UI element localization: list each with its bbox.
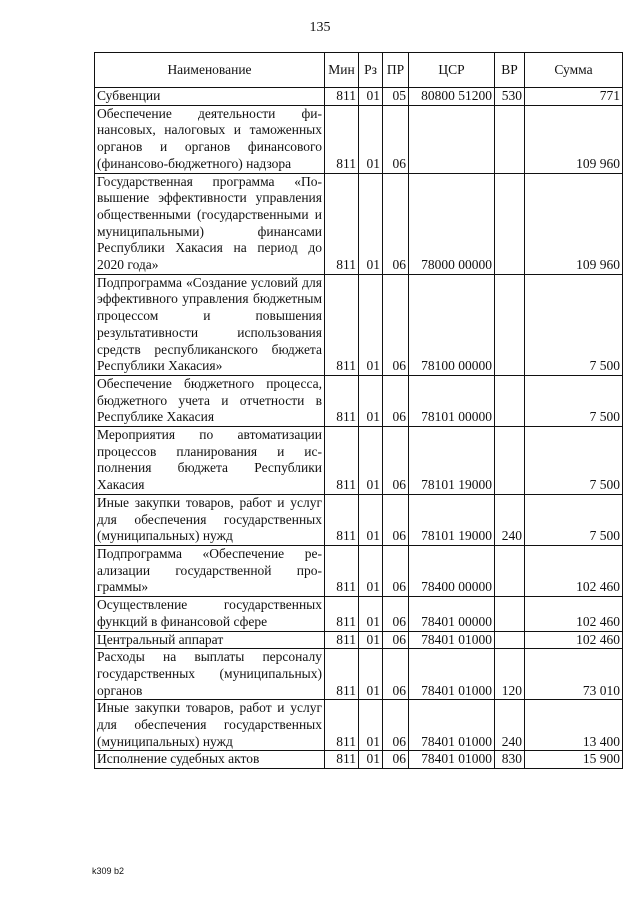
cell-rz: 01 [359, 274, 383, 375]
cell-min: 811 [325, 173, 359, 274]
header-name: Наименование [95, 53, 325, 88]
header-rz: Рз [359, 53, 383, 88]
table-row [95, 700, 623, 751]
table-row [95, 88, 623, 106]
cell-csr: 78401 00000 [409, 597, 495, 631]
cell-sum: 7 500 [525, 427, 623, 495]
cell-pr: 06 [383, 597, 409, 631]
cell-name: Иные закупки товаров, работ и услуг для обеспечения государственных (муниципальных) нужд [95, 700, 325, 751]
table-row [95, 545, 623, 596]
table-header-row [95, 53, 623, 88]
cell-csr: 78100 00000 [409, 274, 495, 375]
table-row [95, 375, 623, 426]
cell-min: 811 [325, 375, 359, 426]
table-row [95, 105, 623, 173]
cell-vr [495, 173, 525, 274]
table-row [95, 494, 623, 545]
cell-name: Государственная программа «Повышение эффективности управления общественными (государственными и муниципальными) финансами Республики Хакасия на период до 2020 года» [95, 173, 325, 274]
cell-vr [495, 105, 525, 173]
cell-rz: 01 [359, 494, 383, 545]
cell-csr: 78400 00000 [409, 545, 495, 596]
cell-csr: 80800 51200 [409, 88, 495, 106]
cell-pr: 06 [383, 375, 409, 426]
cell-pr: 06 [383, 631, 409, 649]
cell-vr: 530 [495, 88, 525, 106]
cell-csr: 78401 01000 [409, 649, 495, 700]
cell-sum: 102 460 [525, 545, 623, 596]
cell-rz: 01 [359, 88, 383, 106]
cell-name: Расходы на выплаты персоналу государственных (муниципальных) органов [95, 649, 325, 700]
cell-min: 811 [325, 597, 359, 631]
cell-name: Мероприятия по автоматизации процессов планирования и исполнения бюджета Республики Хакасия [95, 427, 325, 495]
cell-sum: 7 500 [525, 274, 623, 375]
budget-table [94, 52, 623, 769]
header-sum: Сумма [525, 53, 623, 88]
cell-min: 811 [325, 494, 359, 545]
header-csr: ЦСР [409, 53, 495, 88]
page-number: 135 [309, 20, 331, 35]
cell-pr: 06 [383, 173, 409, 274]
header-min: Мин [325, 53, 359, 88]
cell-csr: 78401 01000 [409, 631, 495, 649]
cell-pr: 06 [383, 274, 409, 375]
table-row [95, 173, 623, 274]
cell-pr: 06 [383, 751, 409, 769]
cell-pr: 06 [383, 649, 409, 700]
cell-csr: 78401 01000 [409, 751, 495, 769]
cell-min: 811 [325, 700, 359, 751]
cell-min: 811 [325, 751, 359, 769]
cell-csr [409, 105, 495, 173]
cell-vr [495, 375, 525, 426]
cell-rz: 01 [359, 700, 383, 751]
cell-pr: 06 [383, 545, 409, 596]
cell-vr [495, 427, 525, 495]
table-row [95, 597, 623, 631]
cell-name: Подпрограмма «Создание условий для эффективного управления бюджетным процессом и повышения результативности использования средств республиканского бюджета Республики Хакасия» [95, 274, 325, 375]
cell-pr: 06 [383, 700, 409, 751]
cell-rz: 01 [359, 631, 383, 649]
cell-vr [495, 545, 525, 596]
table-row [95, 427, 623, 495]
cell-sum: 109 960 [525, 105, 623, 173]
cell-vr: 240 [495, 700, 525, 751]
cell-csr: 78000 00000 [409, 173, 495, 274]
cell-rz: 01 [359, 173, 383, 274]
cell-vr [495, 274, 525, 375]
table-row [95, 649, 623, 700]
table-row [95, 631, 623, 649]
cell-name: Субвенции [95, 88, 325, 106]
cell-sum: 771 [525, 88, 623, 106]
cell-csr: 78101 19000 [409, 427, 495, 495]
cell-name: Подпрограмма «Обеспечение реализации государственной программы» [95, 545, 325, 596]
cell-sum: 13 400 [525, 700, 623, 751]
cell-sum: 102 460 [525, 631, 623, 649]
cell-min: 811 [325, 631, 359, 649]
table-row [95, 751, 623, 769]
cell-sum: 15 900 [525, 751, 623, 769]
cell-min: 811 [325, 545, 359, 596]
footer-code: k309 b2 [92, 866, 125, 876]
cell-vr: 120 [495, 649, 525, 700]
cell-name: Иные закупки товаров, работ и услуг для обеспечения государственных (муниципальных) нужд [95, 494, 325, 545]
cell-pr: 05 [383, 88, 409, 106]
cell-min: 811 [325, 105, 359, 173]
cell-pr: 06 [383, 494, 409, 545]
header-vr: ВР [495, 53, 525, 88]
cell-min: 811 [325, 649, 359, 700]
cell-name: Осуществление государственных функций в финансовой сфере [95, 597, 325, 631]
cell-csr: 78101 00000 [409, 375, 495, 426]
cell-csr: 78401 01000 [409, 700, 495, 751]
cell-min: 811 [325, 274, 359, 375]
cell-name: Центральный аппарат [95, 631, 325, 649]
cell-csr: 78101 19000 [409, 494, 495, 545]
cell-vr [495, 597, 525, 631]
cell-min: 811 [325, 427, 359, 495]
cell-pr: 06 [383, 105, 409, 173]
cell-rz: 01 [359, 427, 383, 495]
cell-rz: 01 [359, 751, 383, 769]
header-pr: ПР [383, 53, 409, 88]
cell-vr: 830 [495, 751, 525, 769]
cell-pr: 06 [383, 427, 409, 495]
cell-sum: 7 500 [525, 494, 623, 545]
cell-rz: 01 [359, 105, 383, 173]
table-row [95, 274, 623, 375]
cell-sum: 73 010 [525, 649, 623, 700]
cell-sum: 102 460 [525, 597, 623, 631]
cell-sum: 109 960 [525, 173, 623, 274]
cell-vr [495, 631, 525, 649]
cell-vr: 240 [495, 494, 525, 545]
cell-name: Обеспечение деятельности финансовых, налоговых и таможенных органов и органов финансового (финансово-бюджетного) надзора [95, 105, 325, 173]
cell-name: Исполнение судебных актов [95, 751, 325, 769]
cell-name: Обеспечение бюджетного процесса, бюджетного учета и отчетности в Республике Хакасия [95, 375, 325, 426]
cell-sum: 7 500 [525, 375, 623, 426]
cell-rz: 01 [359, 649, 383, 700]
cell-min: 811 [325, 88, 359, 106]
table-body [95, 88, 623, 769]
cell-rz: 01 [359, 375, 383, 426]
cell-rz: 01 [359, 545, 383, 596]
cell-rz: 01 [359, 597, 383, 631]
